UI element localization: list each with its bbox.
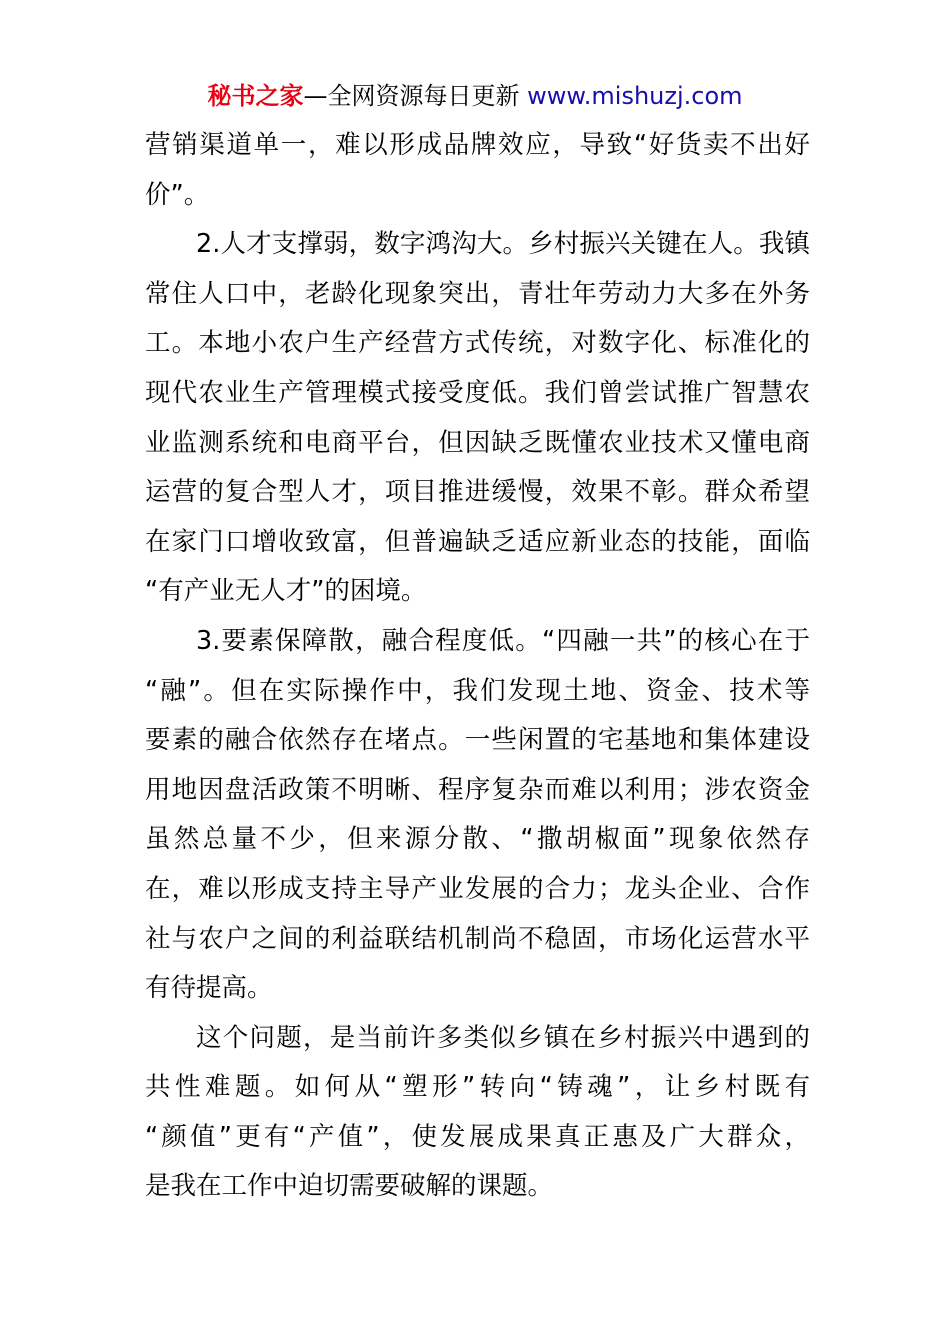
text-line: 运营的复合型人才，项目推进缓慢，效果不彰。群众希望: [145, 477, 810, 508]
text-line: 用地因盘活政策不明晰、程序复杂而难以利用；涉农资金: [145, 774, 810, 805]
document-body: [145, 121, 810, 1212]
text-line: 在，难以形成支持主导产业发展的合力；龙头企业、合作: [145, 873, 810, 904]
text-line: 现代农业生产管理模式接受度低。我们曾尝试推广智慧农: [145, 377, 810, 408]
text-line: 在家门口增收致富，但普遍缺乏适应新业态的技能，面临: [145, 526, 810, 557]
text-line: 要素的融合依然存在堵点。一些闲置的宅基地和集体建设: [145, 725, 810, 756]
site-tagline: —全网资源每日更新: [303, 82, 528, 110]
text-line: 是我在工作中迫切需要破解的课题。: [145, 1171, 554, 1202]
text-line: 价”。: [145, 179, 210, 210]
page-header: [0, 78, 950, 114]
paragraph-first-line: 2.人才支撑弱，数字鸿沟大。乡村振兴关键在人。我镇: [196, 229, 810, 260]
text-line: 业监测系统和电商平台，但因缺乏既懂农业技术又懂电商: [145, 427, 810, 458]
site-url-link[interactable]: www.mishuzj.com: [527, 82, 743, 110]
text-line: 工。本地小农户生产经营方式传统，对数字化、标准化的: [145, 328, 810, 359]
text-line: 社与农户之间的利益联结机制尚不稳固，市场化运营水平: [145, 923, 810, 954]
text-line: “有产业无人才”的困境。: [145, 576, 427, 607]
text-line: “融”。但在实际操作中，我们发现土地、资金、技术等: [145, 675, 810, 706]
text-line: 常住人口中，老龄化现象突出，青壮年劳动力大多在外务: [145, 278, 810, 309]
text-line: 有待提高。: [145, 973, 273, 1004]
site-brand: 秘书之家: [207, 82, 304, 110]
text-line: 虽然总量不少，但来源分散、“撒胡椒面”现象依然存: [145, 824, 810, 855]
paragraph-first-line: 这个问题，是当前许多类似乡镇在乡村振兴中遇到的: [196, 1022, 810, 1053]
text-line: 营销渠道单一，难以形成品牌效应，导致“好货卖不出好: [145, 130, 810, 160]
paragraph-first-line: 3.要素保障散，融合程度低。“四融一共”的核心在于: [196, 625, 810, 656]
text-line: “颜值”更有“产值”，使发展成果真正惠及广大群众，: [145, 1121, 810, 1152]
text-line: 共性难题。如何从“塑形”转向“铸魂”，让乡村既有: [145, 1072, 810, 1103]
